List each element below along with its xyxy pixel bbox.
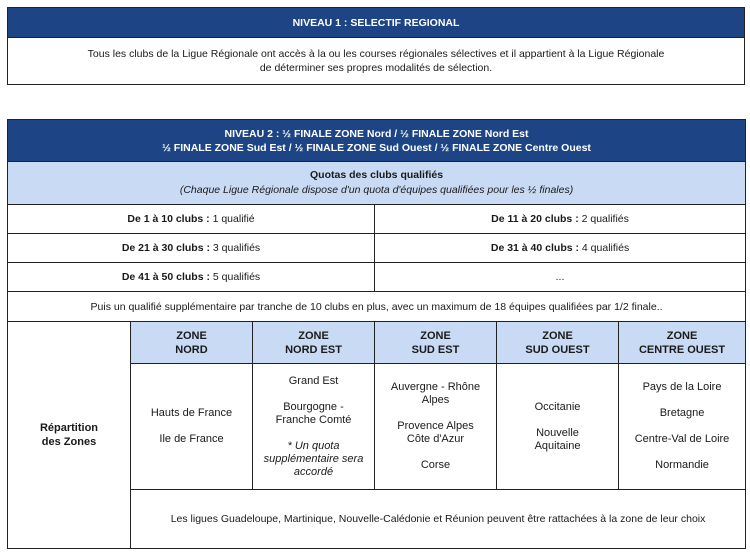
niveau2-title [8,120,746,162]
niveau1-title: NIVEAU 1 : SELECTIF REGIONAL [8,8,745,38]
quota-cell [375,263,746,292]
zone-regions-nord [131,364,253,490]
region: Centre-Val de Loire [634,433,730,445]
quota-cell [375,205,746,234]
zone-header-centre-ouest: ZONE CENTRE OUEST [619,322,746,364]
quota-range: De 11 à 20 clubs : [491,213,579,225]
zone-regions-centre-ouest [619,364,746,490]
overseas-note: Les ligues Guadeloupe, Martinique, Nouvelle-Calédonie et Réunion peuvent être rattachées à la zone de leur choix [131,490,746,549]
niveau2-title-line2: ½ FINALE ZONE Sud Est / ½ FINALE ZONE Sud Ouest / ½ FINALE ZONE Centre Ouest [162,141,591,154]
quota-value: 3 qualifiés [209,242,261,254]
quota-title: Quotas des clubs qualifiés [310,169,444,181]
zone-header-sud-ouest: ZONE SUD OUEST [497,322,619,364]
region: Bourgogne - Franche Comté [275,400,352,426]
niveau1-desc-line1: Tous les clubs de la Ligue Régionale ont accès à la ou les courses régionales sélectives et il appartient à la Ligue Régionale [87,48,665,60]
niveau1-desc-line2: de déterminer ses propres modalités de sélection. [259,62,493,74]
quota-value: ... [555,271,565,283]
quota-value: 1 qualifié [209,213,255,225]
niveau2-table [7,119,746,549]
region: Auvergne - Rhône Alpes [390,381,481,406]
quota-range: De 21 à 30 clubs : [121,242,210,254]
quota-cell [8,234,375,263]
region: Provence Alpes Côte d'Azur [397,420,474,445]
quota-range: De 31 à 40 clubs : [490,242,579,254]
niveau2-title-line1: NIVEAU 2 : ½ FINALE ZONE Nord / ½ FINALE ZONE Nord Est [224,127,529,140]
zone-header-nord-est: ZONE NORD EST [253,322,375,364]
region: Corse [420,459,451,471]
region: Ile de France [159,433,224,445]
repartition-label [8,322,131,549]
repartition-label-line2: des Zones [41,436,97,448]
niveau1-table [7,7,745,85]
region: Bretagne [659,407,705,419]
quota-note: Puis un qualifié supplémentaire par tranche de 10 clubs en plus, avec un maximum de 18 équipes qualifiées par 1/2 finale.. [8,292,746,322]
zone-regions-sud-est [375,364,497,490]
region: Grand Est [288,374,339,387]
quota-header [8,162,746,205]
quota-range: De 1 à 10 clubs : [127,213,210,225]
quota-cell [375,234,746,263]
quota-cell [8,205,375,234]
quota-value: 4 qualifiés [579,242,630,254]
quota-subtitle: (Chaque Ligue Régionale dispose d'un quota d'équipes qualifiées pour les ½ finales) [179,184,574,196]
region: Occitanie [534,400,581,413]
quota-cell [8,263,375,292]
region: Hauts de France [150,407,233,419]
zone-regions-nord-est [253,364,375,490]
zone-remark: * Un quota supplémentaire sera accordé [263,439,364,478]
zone-header-nord: ZONE NORD [131,322,253,364]
quota-value: 5 qualifiés [209,271,261,283]
zone-regions-sud-ouest [497,364,619,490]
quota-range: De 41 à 50 clubs : [121,271,210,283]
region: Normandie [655,459,709,471]
repartition-label-line1: Répartition [39,422,99,434]
zone-header-sud-est: ZONE SUD EST [375,322,497,364]
quota-value: 2 qualifiés [578,213,629,225]
region: Pays de la Loire [642,381,722,393]
niveau1-description [8,38,745,85]
region: Nouvelle Aquitaine [534,426,581,452]
